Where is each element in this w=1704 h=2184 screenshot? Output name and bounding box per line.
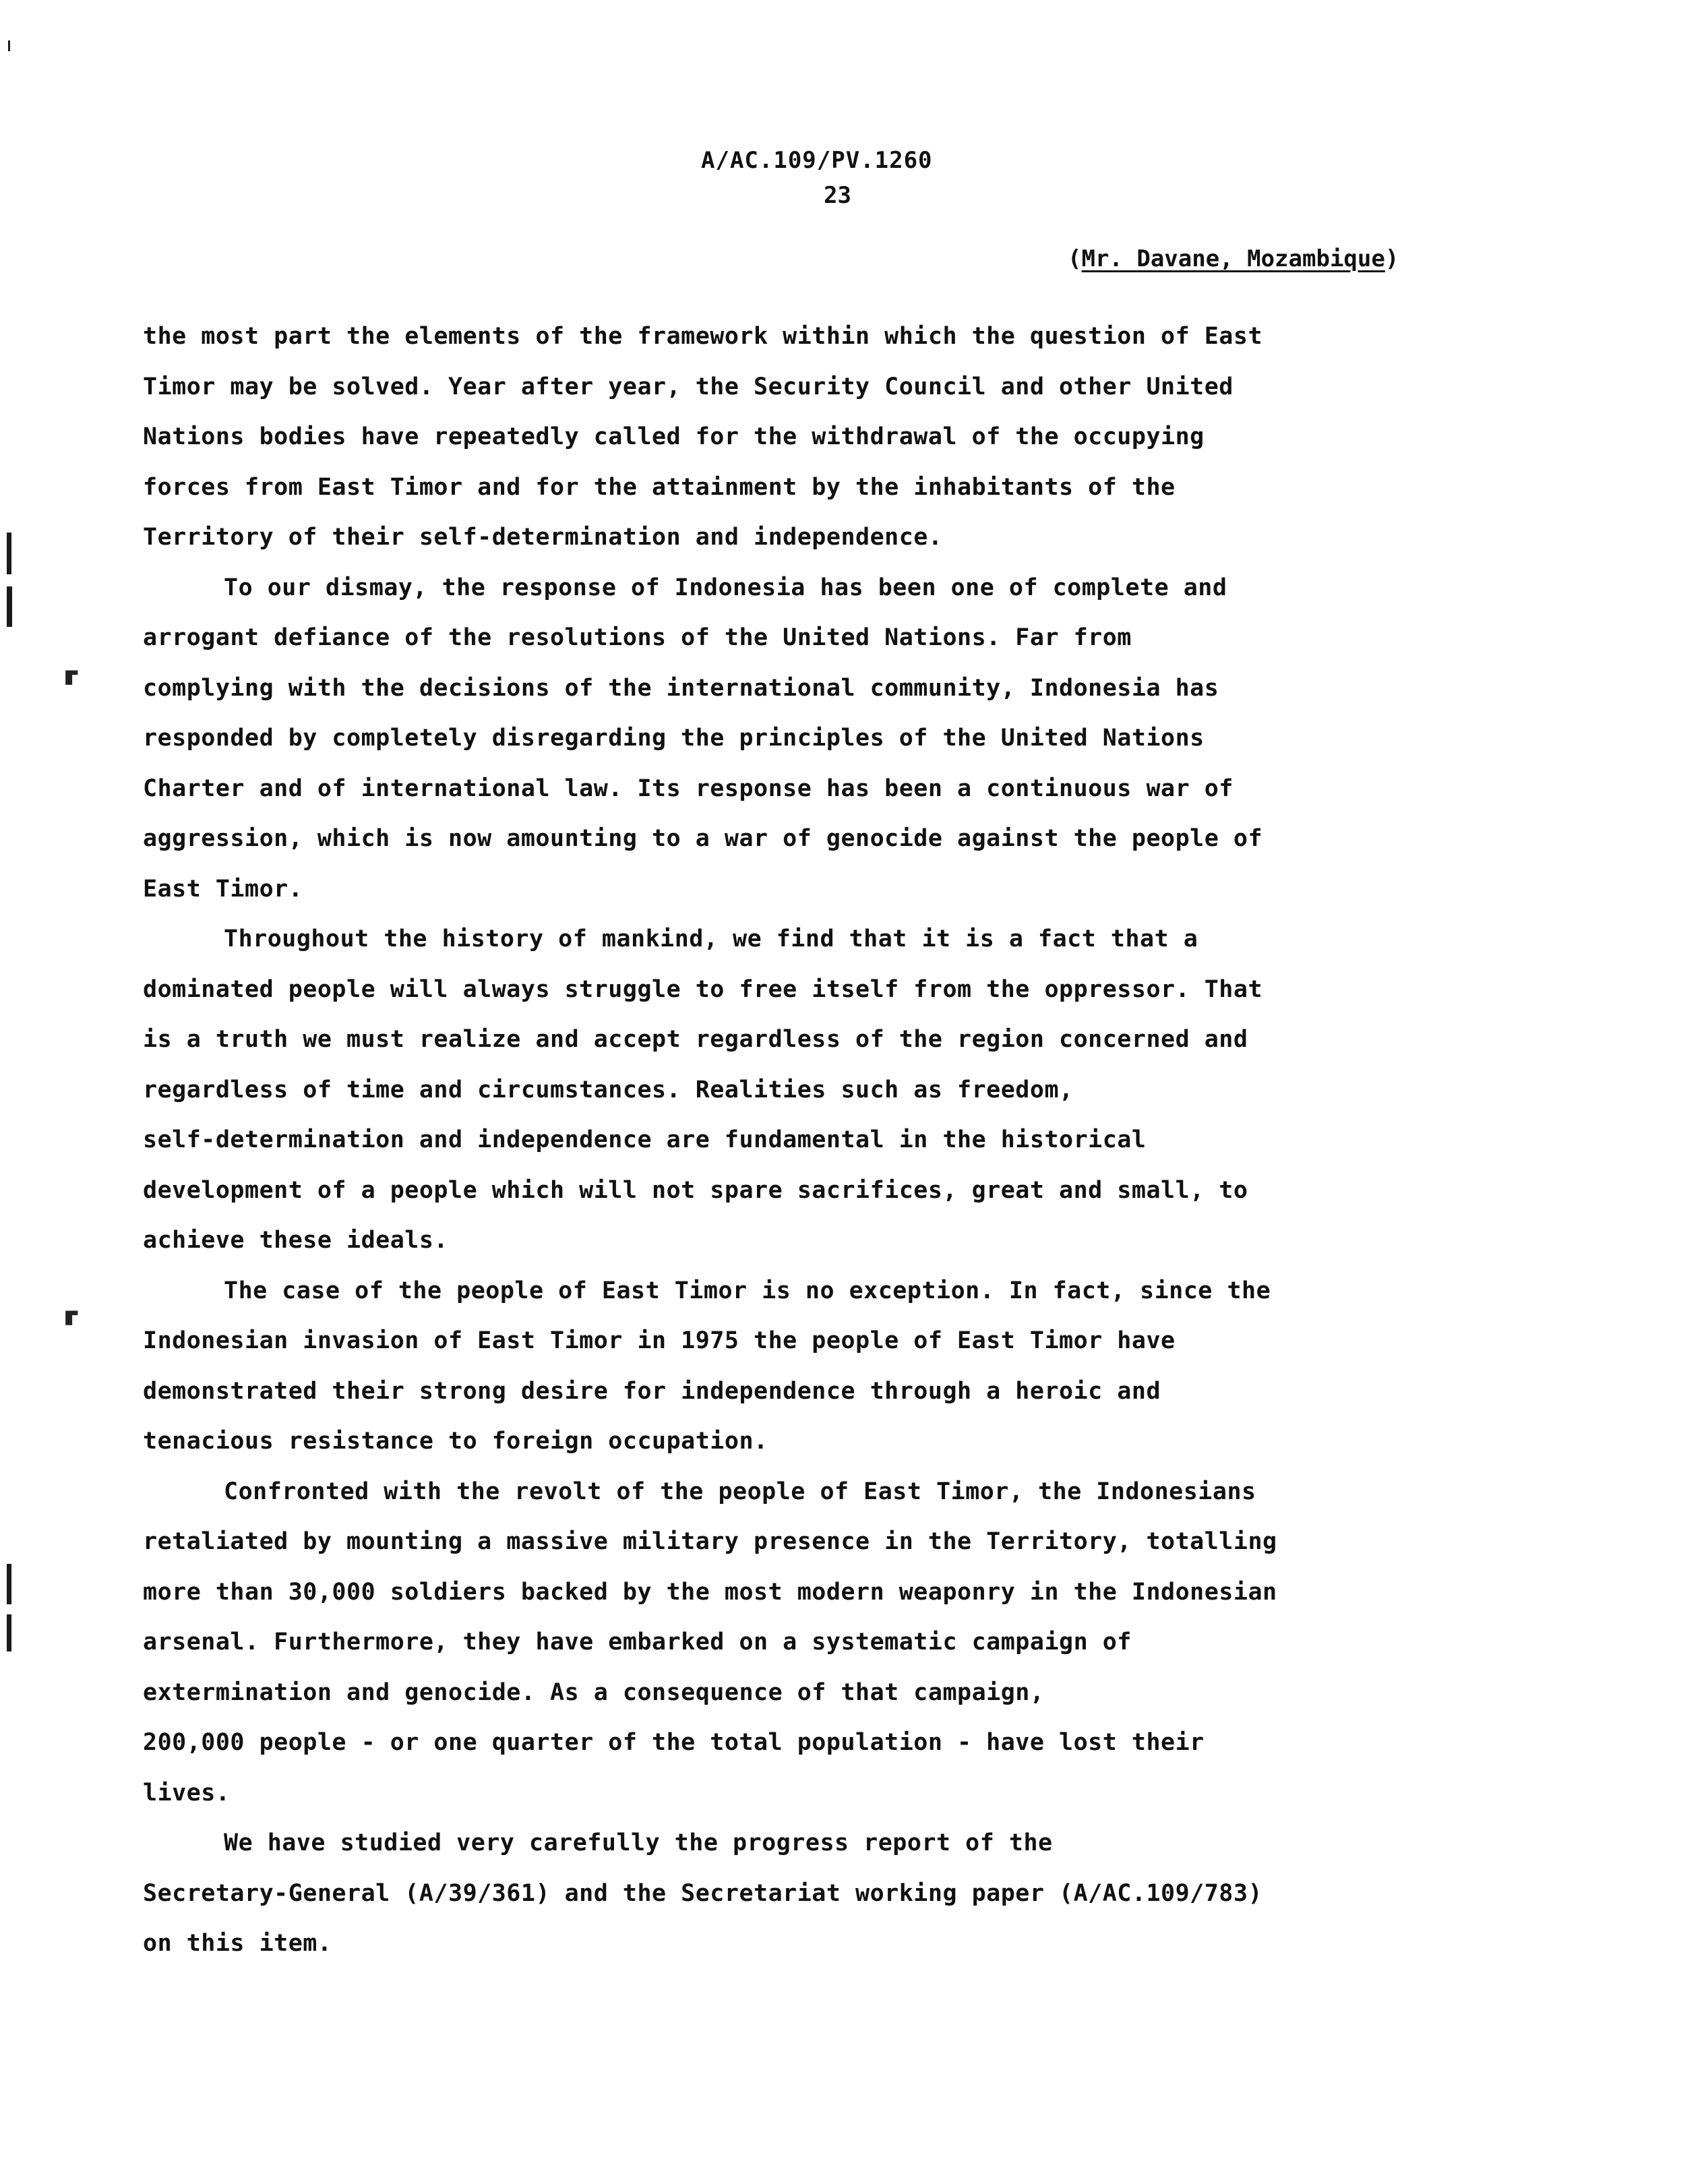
text-line: extermination and genocide. As a consequence of that campaign,: [143, 1678, 1045, 1706]
text-line: forces from East Timor and for the attainment by the inhabitants of the: [143, 473, 1176, 501]
document-symbol: A/AC.109/PV.1260: [701, 147, 933, 174]
text-line: Charter and of international law. Its response has been a continuous war of: [143, 775, 1234, 802]
speaker-name: Mr. Davane, Mozambique: [1081, 245, 1385, 272]
speaker-attribution: [1068, 245, 1399, 272]
text-line: Confronted with the revolt of the people of East Timor, the Indonesians: [224, 1478, 1256, 1505]
margin-scan-mark: [7, 586, 12, 627]
text-line: East Timor.: [143, 875, 303, 903]
margin-scan-mark: [7, 533, 11, 574]
page-number: 23: [824, 182, 851, 209]
body-text: [143, 311, 1491, 1969]
text-line: regardless of time and circumstances. Realities such as freedom,: [143, 1076, 1074, 1103]
text-line: more than 30,000 soldiers backed by the most modern weaponry in the Indonesian: [143, 1578, 1277, 1606]
text-line: complying with the decisions of the international community, Indonesia has: [143, 674, 1219, 702]
text-line: Indonesian invasion of East Timor in 1975 the people of East Timor have: [143, 1327, 1176, 1354]
text-line: Territory of their self-determination and independence.: [143, 524, 943, 551]
text-line: We have studied very carefully the progress report of the: [224, 1829, 1053, 1856]
paragraph-3: [143, 914, 1491, 1266]
paragraph-6: [143, 1818, 1491, 1969]
paragraph-1: [143, 311, 1491, 563]
margin-scan-mark: [7, 1614, 11, 1651]
paragraph-4: [143, 1266, 1491, 1467]
margin-scan-mark: [8, 40, 10, 51]
text-line: The case of the people of East Timor is no exception. In fact, since the: [224, 1277, 1271, 1304]
text-line: 200,000 people - or one quarter of the total population - have lost their: [143, 1729, 1205, 1756]
text-line: retaliated by mounting a massive military presence in the Territory, totalling: [143, 1528, 1277, 1555]
margin-scan-mark: [7, 1564, 11, 1604]
speaker-close-paren: ): [1384, 245, 1399, 272]
speaker-open-paren: (: [1068, 245, 1082, 272]
text-line: development of a people which will not spare sacrifices, great and small, to: [143, 1176, 1248, 1204]
text-line: aggression, which is now amounting to a war of genocide against the people of: [143, 825, 1263, 852]
text-line: on this item.: [143, 1930, 332, 1957]
text-line: achieve these ideals.: [143, 1227, 449, 1254]
text-line: Timor may be solved. Year after year, the Security Council and other United: [143, 373, 1234, 400]
text-line: tenacious resistance to foreign occupation.: [143, 1428, 768, 1455]
margin-hook-mark: ⸢: [62, 664, 81, 711]
text-line: To our dismay, the response of Indonesia has been one of complete and: [224, 574, 1227, 601]
text-line: arsenal. Furthermore, they have embarked on a systematic campaign of: [143, 1629, 1132, 1656]
text-line: dominated people will always struggle to free itself from the oppressor. That: [143, 975, 1263, 1003]
text-line: demonstrated their strong desire for independence through a heroic and: [143, 1377, 1161, 1405]
text-line: lives.: [143, 1779, 231, 1807]
text-line: arrogant defiance of the resolutions of the United Nations. Far from: [143, 624, 1132, 651]
text-line: Nations bodies have repeatedly called for the withdrawal of the occupying: [143, 423, 1205, 450]
text-line: self-determination and independence are fundamental in the historical: [143, 1126, 1147, 1153]
text-line: is a truth we must realize and accept regardless of the region concerned and: [143, 1026, 1248, 1053]
text-line: Secretary-General (A/39/361) and the Secretariat working paper (A/AC.109/783): [143, 1879, 1263, 1907]
paragraph-2: [143, 563, 1491, 915]
text-line: responded by completely disregarding the principles of the United Nations: [143, 725, 1205, 752]
paragraph-5: [143, 1467, 1491, 1819]
text-line: the most part the elements of the framework within which the question of East: [143, 323, 1263, 350]
margin-hook-mark: ⸢: [62, 1304, 81, 1352]
text-line: Throughout the history of mankind, we find that it is a fact that a: [224, 926, 1198, 952]
